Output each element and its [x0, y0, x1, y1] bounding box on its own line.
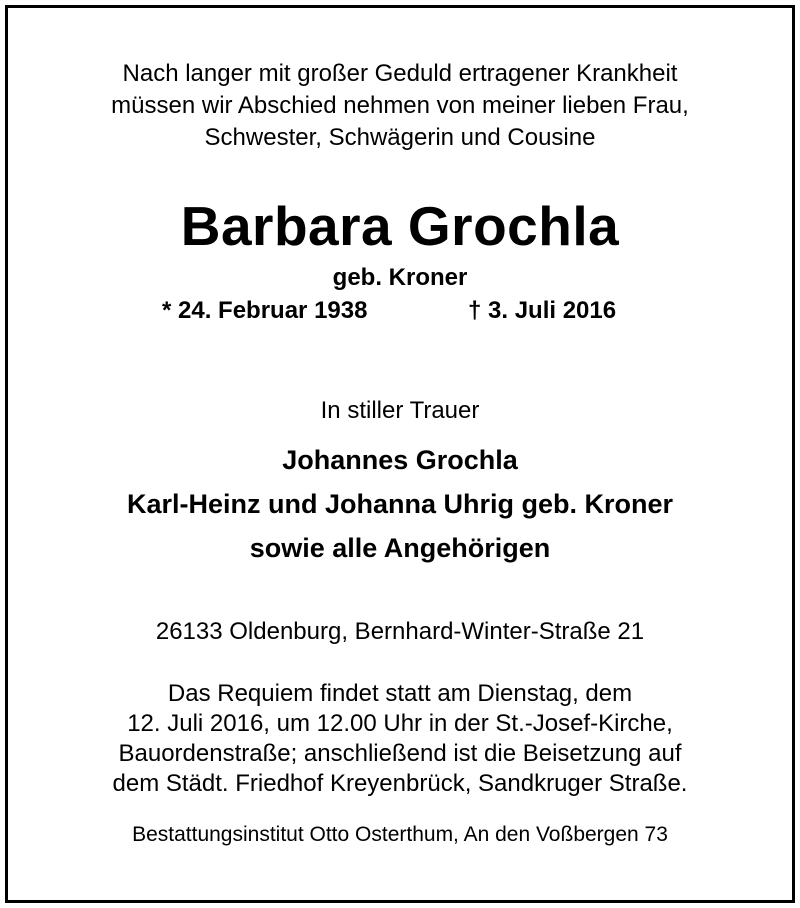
- mourner: Karl-Heinz und Johanna Uhrig geb. Kroner: [126, 489, 674, 519]
- mourner: Johannes Grochla: [282, 445, 518, 475]
- undertaker-info: Bestattungsinstitut Otto Osterthum, An den Voßbergen 73: [132, 823, 668, 846]
- birth-date: * 24. Februar 1938: [162, 297, 368, 324]
- deceased-name: Barbara Grochla: [180, 195, 620, 257]
- intro-line: Schwester, Schwägerin und Cousine: [204, 124, 596, 151]
- family-address: 26133 Oldenburg, Bernhard-Winter-Straße 21: [155, 618, 645, 645]
- maiden-name: geb. Kroner: [332, 264, 468, 291]
- mourner: sowie alle Angehörigen: [249, 533, 551, 563]
- mourners-list: [0, 438, 800, 570]
- requiem-line: Das Requiem findet statt am Dienstag, dem: [167, 680, 633, 707]
- requiem-line: 12. Juli 2016, um 12.00 Uhr in der St.-Josef-Kirche,: [127, 710, 673, 737]
- requiem-line: Bauordenstraße; anschließend ist die Beisetzung auf: [118, 740, 682, 767]
- death-date: † 3. Juli 2016: [468, 297, 617, 324]
- intro-text: [0, 58, 800, 154]
- intro-line: Nach langer mit großer Geduld ertragener Krankheit: [122, 60, 678, 87]
- requiem-info: [0, 679, 800, 799]
- mourning-heading: In stiller Trauer: [320, 397, 480, 424]
- requiem-line: dem Städt. Friedhof Kreyenbrück, Sandkruger Straße.: [112, 770, 688, 797]
- intro-line: müssen wir Abschied nehmen von meiner lieben Frau,: [111, 92, 689, 119]
